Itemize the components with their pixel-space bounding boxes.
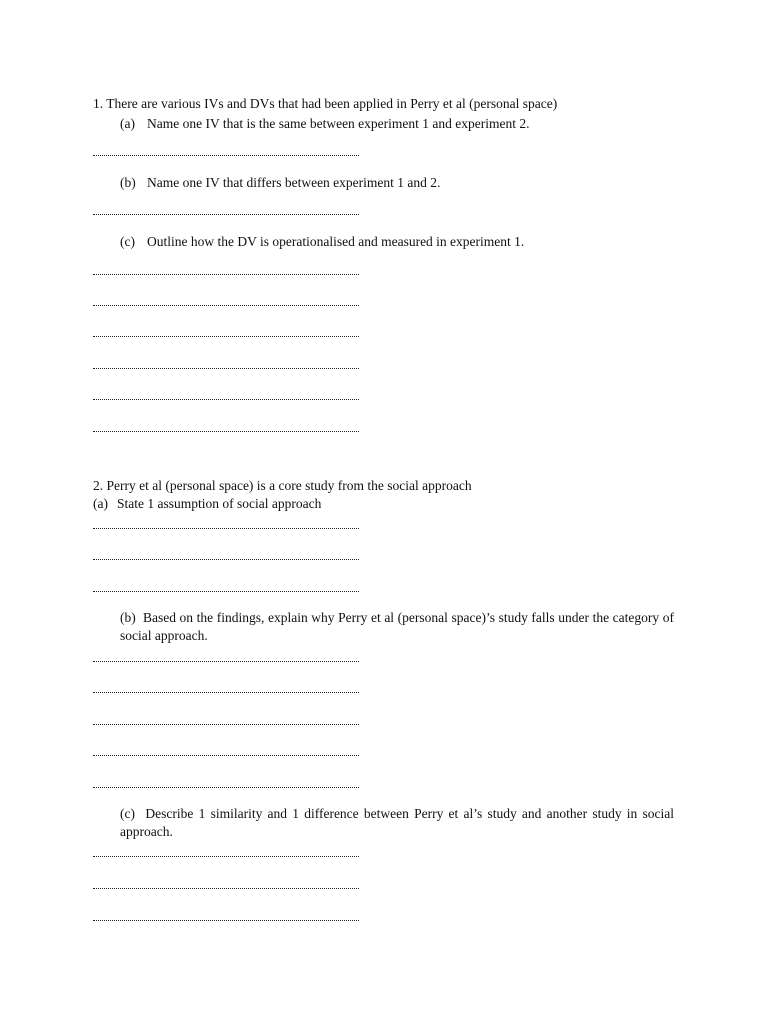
question-1a-text: Name one IV that is the same between experiment 1 and experiment 2. (147, 116, 530, 131)
question-2b (120, 609, 674, 645)
answer-line-1c-5[interactable] (93, 399, 359, 400)
answer-line-2a-1[interactable] (93, 528, 359, 529)
question-1-stem: 1. There are various IVs and DVs that had been applied in Perry et al (personal space) (93, 96, 558, 111)
answer-line-1c-4[interactable] (93, 368, 359, 369)
question-2b-text: Based on the findings, explain why Perry et al (personal space)’s study falls under the category of social approach. (120, 610, 674, 643)
answer-line-1c-6[interactable] (93, 431, 359, 432)
question-1b (120, 174, 440, 192)
answer-line-2c-1[interactable] (93, 856, 359, 857)
question-2b-label: (b) (120, 610, 136, 625)
answer-line-2a-3[interactable] (93, 591, 359, 592)
question-1a (120, 115, 530, 133)
answer-line-1a-1[interactable] (93, 155, 359, 156)
answer-line-2b-4[interactable] (93, 755, 359, 756)
answer-line-2b-1[interactable] (93, 661, 359, 662)
question-2-stem: 2. Perry et al (personal space) is a core study from the social approach (93, 478, 472, 493)
answer-line-2c-2[interactable] (93, 888, 359, 889)
question-1c-text: Outline how the DV is operationalised and measured in experiment 1. (147, 234, 525, 249)
question-1b-label: (b) (120, 175, 136, 190)
answer-line-2b-5[interactable] (93, 787, 359, 788)
answer-line-1c-1[interactable] (93, 274, 359, 275)
answer-line-1b-1[interactable] (93, 214, 359, 215)
question-1a-label: (a) (120, 116, 135, 131)
question-2c-text: Describe 1 similarity and 1 difference between Perry et al’s study and another study in social approach. (120, 806, 674, 839)
answer-line-2b-3[interactable] (93, 724, 359, 725)
question-1b-text: Name one IV that differs between experiment 1 and 2. (147, 175, 441, 190)
question-2c-label: (c) (120, 806, 135, 821)
question-2a (93, 495, 321, 513)
question-1c (120, 233, 524, 251)
answer-line-2a-2[interactable] (93, 559, 359, 560)
question-1c-label: (c) (120, 234, 135, 249)
answer-line-1c-3[interactable] (93, 336, 359, 337)
question-2c (120, 805, 674, 841)
answer-line-2c-3[interactable] (93, 920, 359, 921)
answer-line-1c-2[interactable] (93, 305, 359, 306)
question-2a-text: State 1 assumption of social approach (117, 496, 322, 511)
answer-line-2b-2[interactable] (93, 692, 359, 693)
question-2a-label: (a) (93, 496, 108, 511)
